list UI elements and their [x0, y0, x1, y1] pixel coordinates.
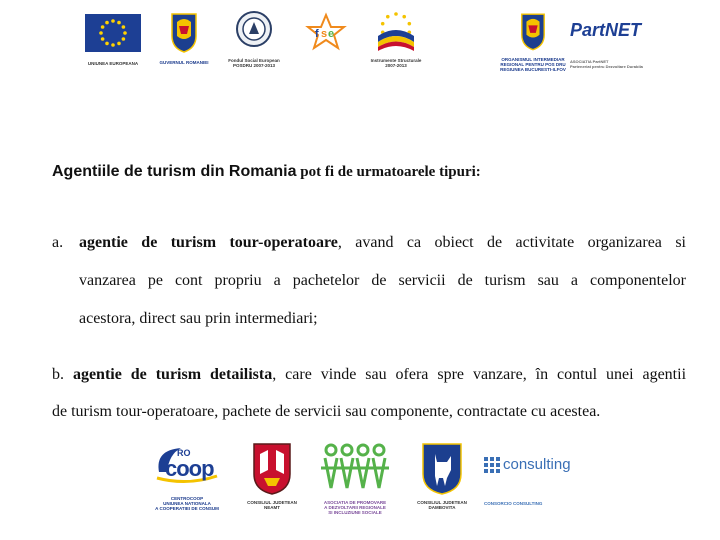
- eu-flag-icon: [85, 14, 141, 52]
- is-star: [394, 12, 398, 16]
- consulting-grid-icon: [484, 457, 500, 473]
- gov-logo: [152, 10, 216, 65]
- eu-star: [122, 37, 126, 41]
- item-b-line-2: de turism tour-operatoare, pachete de servicii sau componente, contractate cu acestea.: [52, 403, 601, 420]
- item-a-line-1: a. agentie de turism tour-operatoare, avand ca obiect de activitate organizarea si: [52, 224, 686, 262]
- eu-star: [105, 42, 109, 46]
- item-b-term: agentie de turism detailista: [72, 366, 273, 383]
- centrocoop-logo: [146, 442, 228, 511]
- dambovita-coat-of-arms-icon: [419, 440, 465, 496]
- item-a-paragraph: [52, 224, 686, 338]
- fse-logo: [222, 10, 286, 68]
- item-a-line-2: vanzarea pe cont propriu a pachetelor de servicii de turism sau a componentelor: [79, 272, 686, 289]
- is-star: [402, 15, 406, 19]
- consulting-caption: CONSORCIO CONSULTING: [484, 501, 543, 506]
- item-b-marker: b.: [52, 366, 64, 383]
- partnet-wordmark: PartNET: [570, 20, 642, 40]
- cj-dambovita-caption: CONSILIUL JUDETEAN DAMBOVITA: [417, 500, 467, 510]
- fse-seal-icon: [235, 10, 273, 48]
- item-a-line-3: acestora, direct sau prin intermediari;: [79, 310, 318, 327]
- eu-caption: UNIUNEA EUROPEANA: [87, 61, 139, 66]
- item-a-term: agentie de turism tour-operatoare: [79, 234, 338, 251]
- gov-caption: GUVERNUL ROMANIEI: [159, 60, 209, 65]
- fse-star-icon: [301, 12, 351, 52]
- romania-coat-of-arms-icon: [519, 10, 547, 52]
- eu-star: [111, 43, 115, 47]
- item-b-line-1: b. agentie de turism detailista, care vinde sau ofera spre vanzare, în contul unei agentii: [52, 366, 687, 383]
- centrocoop-caption: CENTROCOOP UNIUNEA NATIONALA A COOPERATIEI DE CONSUM: [155, 496, 219, 511]
- eu-star: [117, 21, 121, 25]
- is-star: [408, 22, 412, 26]
- eu-star: [105, 21, 109, 25]
- svg-text:f: f: [315, 28, 319, 40]
- svg-text:s: s: [321, 28, 328, 40]
- eu-star: [122, 25, 126, 29]
- oirpos-caption: ORGANISMUL INTERMEDIAR REGIONAL PENTRU POS DRU REGIUNEA BUCURESTI-ILFOV: [500, 57, 566, 72]
- is-logo: [362, 10, 430, 68]
- section-heading: [52, 163, 481, 181]
- consulting-logo: [484, 456, 574, 506]
- coop-wordmark: [151, 442, 223, 488]
- asociatia-caption: ASOCIATIA DE PROMOVARE A DEZVOLTARII REGIONALE SI INCLUZIUNII SOCIALE: [323, 500, 387, 515]
- partnet-logo: [570, 20, 650, 69]
- heading-part1: Agentiile de turism din Romania: [52, 163, 297, 180]
- coop-text: coop: [165, 456, 214, 481]
- bottom-logo-row: [0, 436, 720, 526]
- eu-logo: [78, 14, 148, 66]
- eu-star: [99, 31, 103, 35]
- partnet-caption: ASOCIATIA PartNET Parteneriat pentru Dezvoltare Durabila: [570, 59, 643, 69]
- is-caption: Instrumente Structurale 2007-2013: [370, 58, 422, 68]
- fse-star-logo: [296, 12, 356, 52]
- fse-caption: Fondul Social European POSDRU 2007-2013: [228, 58, 280, 68]
- romania-coat-of-arms-icon: [169, 10, 199, 54]
- item-b-paragraph: [52, 356, 686, 430]
- eu-star: [101, 25, 105, 29]
- cj-neamt-logo: [240, 440, 304, 510]
- eu-star: [111, 19, 115, 23]
- item-a-marker: a.: [52, 234, 64, 251]
- oirpos-logo: [496, 10, 570, 72]
- coop-ro: RO: [177, 448, 191, 458]
- top-logo-row: [0, 8, 720, 80]
- consulting-wordmark: consulting: [484, 456, 571, 473]
- is-star: [381, 22, 385, 26]
- cj-dambovita-logo: [410, 440, 474, 510]
- asociatia-logo: [312, 440, 398, 515]
- eu-star: [123, 31, 127, 35]
- eu-star: [101, 37, 105, 41]
- cj-neamt-caption: CONSILIUL JUDETEAN NEAMT: [247, 500, 297, 510]
- eu-star: [117, 42, 121, 46]
- people-circle-icon: [317, 440, 393, 498]
- neamt-coat-of-arms-icon: [250, 440, 294, 496]
- svg-text:e: e: [328, 28, 335, 40]
- is-star: [386, 15, 390, 19]
- structural-instruments-icon: [372, 10, 420, 52]
- heading-part2: pot fi de urmatoarele tipuri:: [296, 164, 481, 180]
